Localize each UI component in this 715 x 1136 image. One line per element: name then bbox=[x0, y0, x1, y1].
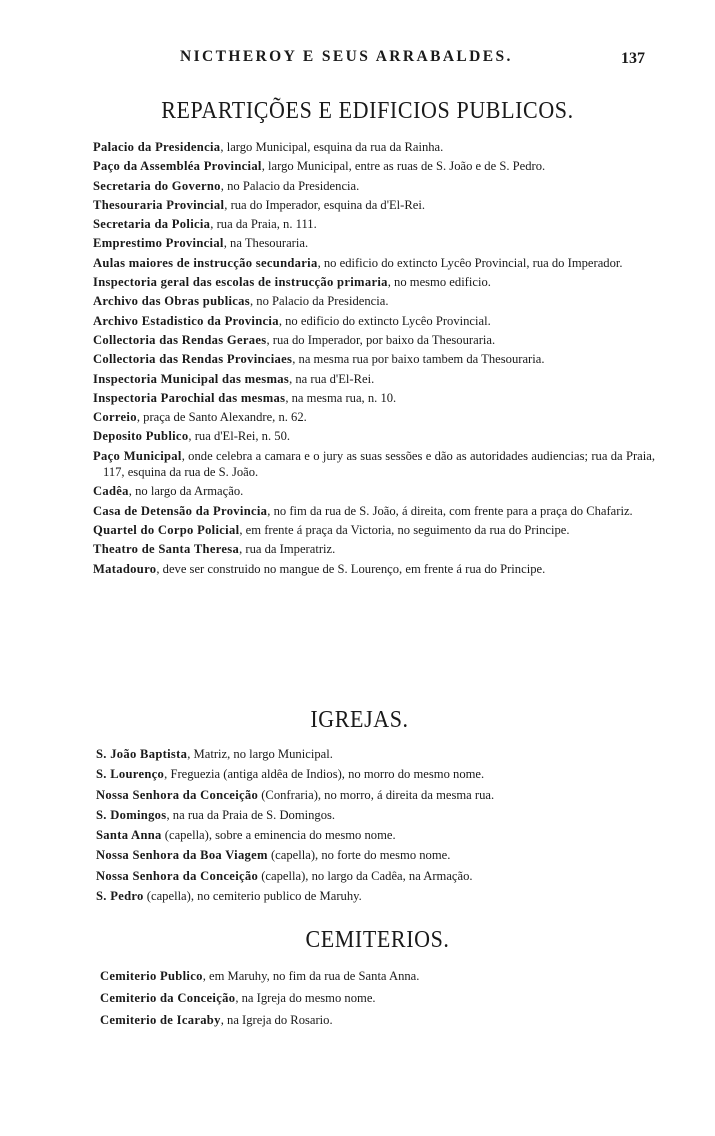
list-item: Matadouro, deve ser construido no mangue de S. Lourenço, em frente á rua do Principe. bbox=[93, 561, 546, 576]
list-item: Theatro de Santa Theresa, rua da Imperatriz. bbox=[93, 542, 336, 557]
list-item: Collectoria das Rendas Provinciaes, na mesma rua por baixo tambem da Thesouraria. bbox=[93, 352, 545, 367]
list-item: Santa Anna (capella), sobre a eminencia do mesmo nome. bbox=[96, 828, 396, 843]
list-item: S. Domingos, na rua da Praia de S. Domingos. bbox=[96, 807, 336, 822]
list-item: Archivo das Obras publicas, no Palacio da Presidencia. bbox=[93, 294, 389, 309]
list-item: Cadêa, no largo da Armação. bbox=[93, 484, 244, 499]
list-item: Correio, praça de Santo Alexandre, n. 62. bbox=[93, 410, 307, 425]
list-item: Inspectoria Municipal das mesmas, na rua d'El-Rei. bbox=[93, 371, 375, 386]
list-item: S. João Baptista, Matriz, no largo Municipal. bbox=[96, 747, 333, 761]
list-item: Casa de Detensão da Provincia, no fim da rua de S. João, á direita, com frente para a praça do Chafariz. bbox=[93, 503, 633, 518]
list-item: Thesouraria Provincial, rua do Imperador, esquina da d'El-Rei. bbox=[93, 197, 426, 212]
list-item: Secretaria do Governo, no Palacio da Presidencia. bbox=[93, 178, 360, 193]
section-title-reparticoes: REPARTIÇÕES E EDIFICIOS PUBLICOS. bbox=[161, 95, 574, 124]
cemiterios-list bbox=[100, 968, 662, 1034]
page-number: 137 bbox=[621, 50, 645, 67]
section-title-cemiterios: CEMITERIOS. bbox=[305, 924, 450, 953]
list-item: Aulas maiores de instrucção secundaria, no edificio do extincto Lycêo Provincial, rua do Imperador. bbox=[93, 255, 623, 270]
list-item: Paço da Assembléa Provincial, largo Municipal, entre as ruas de S. João e de S. Pedro. bbox=[93, 159, 546, 174]
list-item: S. Pedro (capella), no cemiterio publico de Maruhy. bbox=[96, 889, 362, 904]
list-item: Quartel do Corpo Policial, em frente á praça da Victoria, no seguimento da rua do Principe. bbox=[93, 523, 570, 538]
igrejas-list bbox=[96, 746, 658, 908]
list-item: Nossa Senhora da Boa Viagem (capella), no forte do mesmo nome. bbox=[96, 848, 451, 863]
list-item: Emprestimo Provincial, na Thesouraria. bbox=[93, 236, 309, 251]
list-item: Cemiterio Publico, em Maruhy, no fim da rua de Santa Anna. bbox=[100, 969, 420, 983]
list-item: Secretaria da Policia, rua da Praia, n. 111. bbox=[93, 217, 317, 232]
list-item: Nossa Senhora da Conceição (capella), no largo da Cadêa, na Armação. bbox=[96, 868, 473, 883]
reparticoes-list bbox=[93, 139, 655, 580]
list-item: Cemiterio de Icaraby, na Igreja do Rosario. bbox=[100, 1013, 333, 1027]
list-item: Collectoria das Rendas Geraes, rua do Imperador, por baixo da Thesouraria. bbox=[93, 332, 496, 347]
list-item: Cemiterio da Conceição, na Igreja do mesmo nome. bbox=[100, 991, 376, 1005]
list-item: Deposito Publico, rua d'El-Rei, n. 50. bbox=[93, 429, 291, 444]
list-item: Nossa Senhora da Conceição (Confraria), no morro, á direita da mesma rua. bbox=[96, 787, 495, 802]
section-title-igrejas: IGREJAS. bbox=[310, 704, 409, 733]
list-item: Inspectoria Parochial das mesmas, na mesma rua, n. 10. bbox=[93, 390, 397, 405]
list-item: Archivo Estadistico da Provincia, no edificio do extincto Lycêo Provincial. bbox=[93, 313, 491, 328]
list-item: Paço Municipal, onde celebra a camara e o jury as suas sessões e dão as autoridades audiencias; rua da Praia, 117, esquina da rua de S. João. bbox=[93, 448, 655, 480]
list-item: S. Lourenço, Freguezia (antiga aldêa de Indios), no morro do mesmo nome. bbox=[96, 767, 485, 782]
running-head: NICTHEROY E SEUS ARRABALDES. bbox=[180, 48, 513, 65]
list-item: Palacio da Presidencia, largo Municipal, esquina da rua da Rainha. bbox=[93, 140, 444, 154]
list-item: Inspectoria geral das escolas de instrucção primaria, no mesmo edificio. bbox=[93, 275, 491, 290]
